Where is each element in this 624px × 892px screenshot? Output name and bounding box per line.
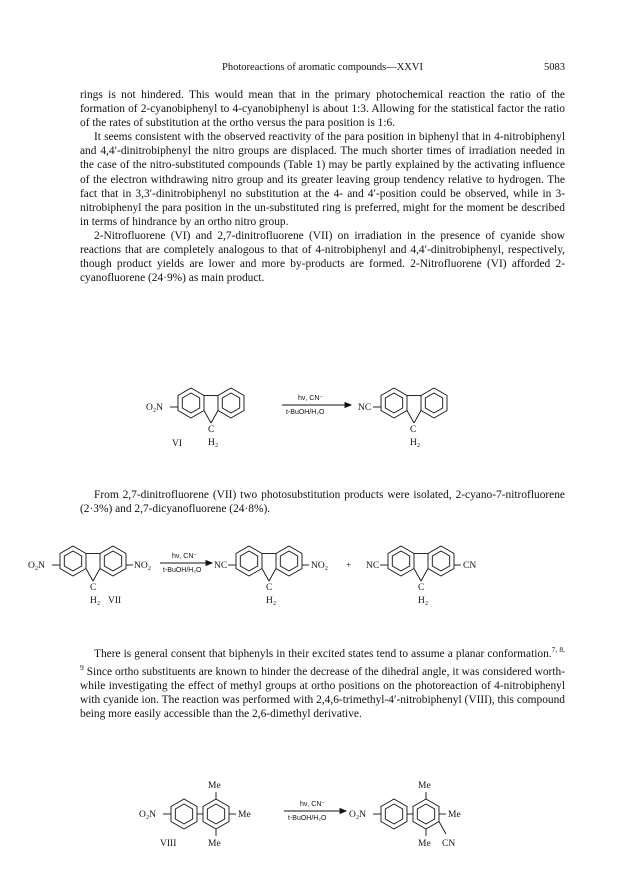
paragraph-3: 2-Nitrofluorene (VI) and 2,7-dinitrofluorene (VII) on irradiation in the presence of cyanide show reactions that are completely analogous to that of 4-nitrobiphenyl and 4,4′-dinitrobiphenyl, respectively, though product yields are lower and more by-products are formed. 2-Nitrofluorene (VI) afforded 2-cyanofluorene (24·9%) as main product. — [80, 229, 565, 285]
plus-sign: + — [346, 561, 352, 571]
compound-label-vii: VII — [108, 596, 122, 606]
page-number: 5083 — [544, 62, 565, 73]
cyano-right-vii-p2: CN — [463, 561, 477, 571]
scheme-vii — [28, 546, 476, 606]
nitro-label-viii-p: O₂N — [349, 810, 367, 820]
paragraph-5-part-a: There is general consent that biphenyls in their excited states tend to assume a planar conformation. — [94, 647, 552, 660]
phenyl-ring-viii — [171, 799, 197, 829]
scheme-viii — [139, 781, 461, 849]
phenyl-ring-viii-p — [381, 799, 407, 829]
nitro-right-vii: NO₂ — [134, 561, 152, 571]
conditions-top-viii: hν, CN⁻ — [300, 801, 326, 808]
paragraph-2: It seems consistent with the observed reactivity of the para position in biphenyl that in 4-nitrobiphenyl and 4,4′-dinitrobiphenyl the nitro groups are displaced. The much shorter times of irradiation needed in the case of the nitro-substituted compounds (Table 1) may be partly explained by the activating influence of the electron withdrawing nitro group and its greater leaving group tendency relative to hydrogen. The fact that in 3,3′-dinitrobiphenyl no substitution at the 4- and 4′-position could be observed, while in 3-nitrobiphenyl the para position in the un-substituted ring is preferred, might for the moment be described in terms of hindrance by an ortho nitro group. — [80, 131, 565, 228]
cyano-viii-p: CN — [442, 839, 456, 849]
running-title: Photoreactions of aromatic compounds—XXVI — [222, 62, 423, 73]
ch2-h-vii-p1: H₂ — [266, 596, 277, 606]
fluorene-structure — [178, 388, 244, 423]
conditions-bottom: t-BuOH/H₂O — [286, 409, 325, 416]
methyl-para-viii-p: Me — [448, 810, 461, 820]
ch2-c-vii-p1: C — [266, 583, 273, 593]
methyl-bottom-viii: Me — [208, 839, 221, 849]
ch2-c: C — [208, 425, 215, 435]
mesityl-ring-viii-p — [413, 799, 439, 829]
conditions-bottom-vii: t-BuOH/H₂O — [163, 567, 202, 574]
reference-superscript: 7, 8, 9 — [80, 645, 565, 672]
methyl-para-viii: Me — [238, 810, 251, 820]
conditions-bottom-viii: t-BuOH/H₂O — [288, 815, 327, 822]
ch2-h-vii: H₂ — [90, 596, 101, 606]
methyl-top-viii: Me — [208, 781, 221, 791]
ch2-h-vii-p2: H₂ — [418, 596, 429, 606]
ch2-c-product: C — [410, 425, 417, 435]
cyano-label-vii: NC — [214, 561, 228, 571]
ch2-c-vii-p2: C — [418, 583, 425, 593]
cyano-label: NC — [358, 403, 372, 413]
compound-label-vi: VI — [172, 439, 183, 449]
cyano-label-vii-p2: NC — [366, 561, 380, 571]
conditions-top-vii: hν, CN⁻ — [172, 553, 198, 560]
methyl-bottom-viii-p: Me — [418, 839, 431, 849]
paragraph-5-part-b: Since ortho substituents are known to hinder the decrease of the dihedral angle, it was considered worth-while investigating the effect of methyl groups at ortho positions on the photoreaction of 4-nitrobiphenyl with cyanide ion. The reaction was performed with 2,4,6-trimethyl-4′-nitrobiphenyl (VIII), this compound being more easily accessible than the 2,6-dimethyl derivative. — [80, 665, 565, 720]
fluorene-structure-product — [381, 388, 447, 423]
ch2-h-product: H₂ — [410, 438, 421, 448]
conditions-top: hν, CN⁻ — [298, 395, 324, 402]
paragraph-1: rings is not hindered. This would mean that in the primary photochemical reaction the ratio of the formation of 2-cyanobiphenyl to 4-cyanobiphenyl is about 1:3. Allowing for the statistical factor the ratio of the rates of substitution at the ortho versus the para position is 1:6. — [80, 89, 565, 130]
scheme-vi — [146, 388, 447, 449]
compound-label-viii: VIII — [160, 839, 177, 849]
nitro-label: O₂N — [146, 403, 164, 413]
fluorene-structure-vii-p2 — [388, 546, 454, 581]
nitro-label-vii: O₂N — [28, 561, 46, 571]
mesityl-ring-viii — [203, 799, 229, 829]
ch2-c-vii: C — [90, 583, 97, 593]
ch2-h: H₂ — [208, 438, 219, 448]
fluorene-structure-vii-p1 — [236, 546, 302, 581]
fluorene-structure-vii — [60, 546, 126, 581]
nitro-right-vii-p1: NO₂ — [311, 561, 329, 571]
methyl-top-viii-p: Me — [418, 781, 431, 791]
nitro-label-viii: O₂N — [139, 810, 157, 820]
paragraph-4: From 2,7-dinitrofluorene (VII) two photosubstitution products were isolated, 2-cyano-7-nitrofluorene (2·3%) and 2,7-dicyanofluorene (24·8%). — [80, 489, 565, 516]
